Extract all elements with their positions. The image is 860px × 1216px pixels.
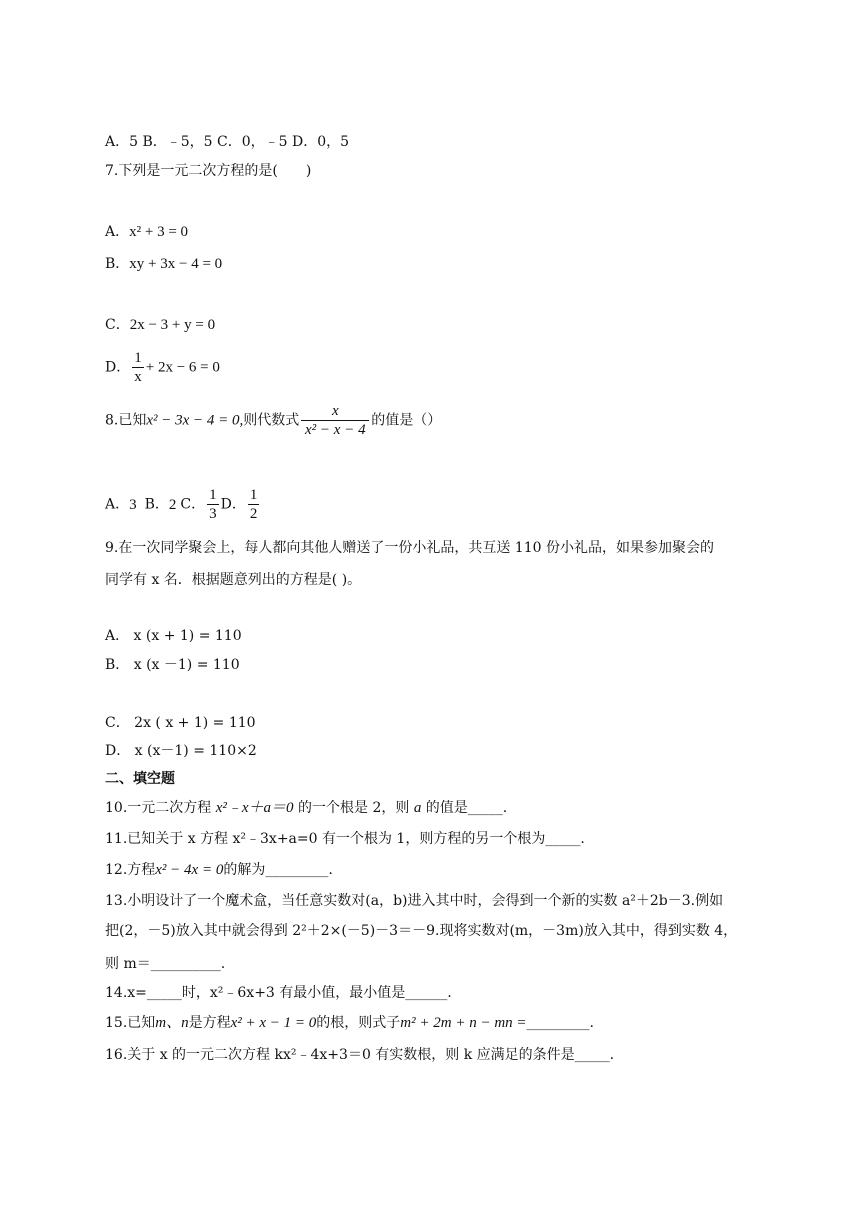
q7-option-b: B．xy + 3x − 4 = 0: [105, 256, 223, 272]
q7-a-equation: x² + 3 = 0: [129, 224, 189, 240]
q8-fraction: $\frac{x}{\text{x² − x − 4}}$: [301, 402, 369, 439]
q16: 16.关于 x 的一元二次方程 kx²﹣4x+3＝0 有实数根，则 k 应满足的条件是_____.: [105, 1047, 615, 1063]
q7-d-rest: + 2x − 6 = 0: [145, 359, 220, 376]
q8-options: A．3 B．2 C． $\frac{1}{3}$ D． $\frac{1}{2}$: [105, 487, 258, 522]
q8-a-value: 3: [129, 496, 137, 513]
q11: 11.已知关于 x 方程 x²﹣3x+a=0 有一个根为 1，则方程的另一个根为_____.: [105, 831, 585, 847]
q10: 10.一元二次方程 x²﹣x＋a＝0 的一个根是 2，则 a 的值是_____.: [105, 800, 508, 816]
q15-expression: m² + 2m + n − mn =: [400, 1015, 527, 1031]
q8-b-value: 2: [168, 496, 177, 513]
q9-option-a: A． x (x + 1) = 110: [105, 628, 242, 644]
q15-variables: m、n: [155, 1015, 189, 1031]
q7-stem: 7.下列是一元二次方程的是( ): [105, 163, 312, 179]
q12: 12.方程x² − 4x = 0的解为_________.: [105, 862, 333, 878]
q15-equation: x² + x − 1 = 0: [230, 1015, 317, 1031]
q10-equation: x²﹣x＋a＝0: [215, 800, 294, 816]
q7-option-d: D． $\frac{1}{x}$ + 2x − 6 = 0: [105, 350, 220, 385]
q12-equation: x² − 4x = 0: [155, 862, 224, 878]
q8-d-fraction: $\frac{1}{2}$: [249, 487, 258, 522]
q9-line-2: 同学有 x 名．根据题意列出的方程是( )。: [105, 572, 362, 588]
q7-d-fraction: $\frac{1}{x}$: [134, 350, 142, 385]
q7-b-equation: xy + 3x − 4 = 0: [129, 256, 223, 272]
q6-options: A．5 B．﹣5，5 C．0，﹣5 D．0，5: [105, 134, 350, 150]
q13-line-2: 把(2，－5)放入其中就会得到 2²＋2×(－5)－3＝－9.现将实数对(m，－3m)放入其中，得到实数 4，: [105, 923, 738, 939]
q8-c-fraction: $\frac{1}{3}$: [209, 487, 217, 522]
q13-line-3: 则 m＝__________.: [105, 956, 226, 972]
q13-line-1: 13.小明设计了一个魔术盒，当任意实数对(a，b)进入其中时，会得到一个新的实数 a²＋2b－3.例如: [105, 893, 724, 909]
q7-option-a: A．x² + 3 = 0: [105, 224, 189, 240]
q7-option-c: C．2x − 3 + y = 0: [105, 317, 216, 333]
q9-option-c: C． 2x ( x + 1) = 110: [105, 715, 256, 731]
q15: 15.已知m、n是方程x² + x − 1 = 0的根，则式子m² + 2m + n − mn =_________.: [105, 1015, 594, 1031]
q14: 14.x=_____时，x²﹣6x+3 有最小值，最小值是______.: [105, 985, 452, 1001]
q9-option-d: D． x (x－1) = 110×2: [105, 743, 257, 759]
q9-option-b: B． x (x －1) = 110: [105, 657, 240, 673]
q9-line-1: 9.在一次同学聚会上，每人都向其他人赠送了一份小礼品，共互送 110 份小礼品，如果参加聚会的: [105, 540, 714, 556]
q7-c-equation: 2x − 3 + y = 0: [129, 317, 216, 333]
q8-given-equation: x² − 3x − 4 = 0,: [146, 412, 244, 429]
q8-stem: 8.已知x² − 3x − 4 = 0,则代数式 $\frac{x}{\text{x² − x − 4}}$ 的值是（）: [105, 403, 442, 438]
section-title-fill-in: 二、填空题: [105, 771, 175, 787]
